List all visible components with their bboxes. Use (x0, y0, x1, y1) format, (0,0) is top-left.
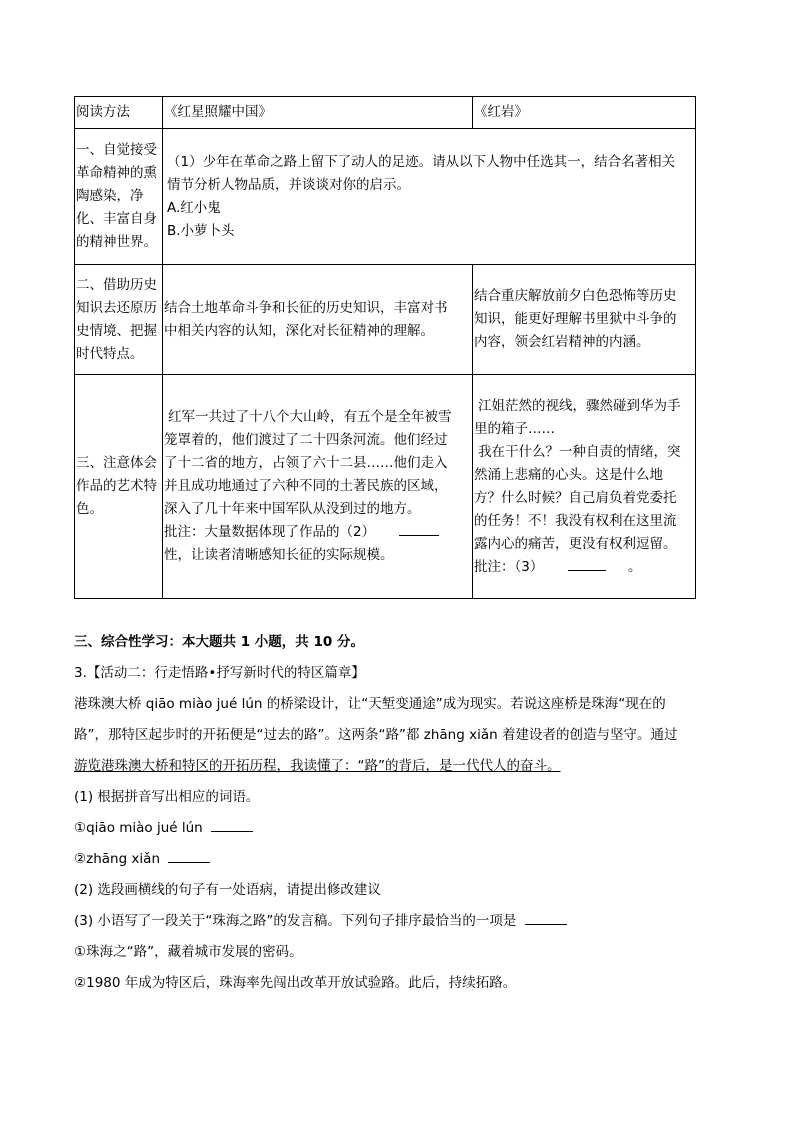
question-1b (74, 844, 724, 875)
question-1-cell (163, 129, 696, 265)
option-b: B.小萝卜头 (167, 222, 235, 239)
question-line: （1）少年在革命之路上留下了动人的足迹。请从以下人物中任选其一，结合名著相关 (167, 153, 676, 170)
text-line: 内容，领会红岩精神的内涵。 (474, 334, 650, 350)
question-2: (2) 选段画横线的句子有一处语病，请提出修改建议 (74, 882, 381, 898)
table-row (75, 265, 696, 375)
answer-blank-1a[interactable] (211, 817, 253, 832)
header-red-rock: 《红岩》 (473, 97, 696, 129)
table-row (75, 375, 696, 599)
method-line: 化、丰富自身 (76, 211, 157, 227)
excerpt-line: 江姐茫然的视线，骤然碰到华为手 (478, 397, 681, 414)
option-a: A.红小鬼 (167, 199, 221, 216)
excerpt-line: 然涌上悲痛的心头。这是什么地 (474, 466, 663, 483)
red-star-cell-2 (163, 265, 473, 375)
underlined-sentence: 游览港珠澳大桥和特区的开拓历程，我读懂了：“路”的背后，是一代代人的奋斗。 (74, 758, 561, 774)
section-heading: 三、综合性学习：本大题共 1 小题，共 10 分。 (74, 634, 364, 650)
excerpt-line: 深入了几十年来中国军队从没到过的地方。 (164, 501, 421, 517)
header-method: 阅读方法 (75, 97, 163, 129)
red-star-cell-3 (163, 375, 473, 599)
annotation-text: 性，让读者清晰感知长征的实际规模。 (164, 547, 394, 563)
method-line: 二、借助历史 (76, 276, 157, 293)
annotation-text: 批注：（3） (474, 558, 544, 575)
method-cell-1 (75, 129, 163, 265)
question-3 (74, 906, 724, 937)
question-1a (74, 813, 724, 844)
reading-methods-table (74, 96, 696, 599)
method-line: 一、自觉接受 (76, 142, 157, 158)
red-rock-cell-2 (473, 265, 696, 375)
method-line: 时代特点。 (76, 345, 144, 362)
question-line: 情节分析人物品质，并谈谈对你的启示。 (167, 176, 410, 193)
table-header-row (75, 97, 696, 129)
method-cell-3 (75, 375, 163, 599)
text-line: 中相关内容的认知，深化对长征精神的理解。 (164, 322, 434, 339)
method-line: 革命精神的熏 (76, 165, 157, 181)
method-line: 史情境、把握 (76, 322, 157, 339)
answer-blank-3-order[interactable] (525, 910, 567, 925)
pinyin-prompt: ②zhāng xiǎn (74, 851, 161, 867)
method-line: 三、注意体会 (76, 455, 157, 471)
header-red-star: 《红星照耀中国》 (163, 97, 473, 129)
excerpt-line: 露内心的痛苦，更没有权利逗留。 (474, 535, 677, 552)
activity-title: 3.【活动二：行走悟路•抒写新时代的特区篇章】 (74, 665, 365, 681)
sentence-option: ①珠海之“路”，藏着城市发展的密码。 (74, 944, 303, 960)
red-rock-cell-3 (473, 375, 696, 599)
section-3 (74, 627, 724, 999)
question-3-text: (3) 小语写了一段关于“珠海之路”的发言稿。下列句子排序最恰当的一项是 (74, 913, 517, 929)
excerpt-line: 里的箱子…… (474, 420, 555, 437)
text-line: 结合重庆解放前夕白色恐怖等历史 (474, 288, 677, 304)
passage-line: 港珠澳大桥 qiāo miào jué lún 的桥梁设计，让“天堑变通途”成为现实。若说这座桥是珠海“现在的 (74, 696, 666, 712)
method-line: 作品的艺术特 (76, 478, 157, 494)
method-line: 色。 (76, 501, 103, 517)
sentence-option: ②1980 年成为特区后，珠海率先闯出改革开放试验路。此后，持续拓路。 (74, 975, 517, 991)
answer-blank-1b[interactable] (168, 848, 210, 863)
method-line: 的精神世界。 (76, 234, 157, 250)
annotation-text: 。 (627, 558, 642, 575)
answer-blank-3[interactable] (568, 556, 606, 571)
excerpt-line: 笼罩着的，他们渡过了二十四条河流。他们经过 (164, 432, 448, 448)
method-line: 陶感染，净 (76, 188, 144, 204)
text-line: 知识，能更好理解书里狱中斗争的 (474, 311, 677, 327)
text-line: 结合土地革命斗争和长征的历史知识，丰富对书 (164, 299, 448, 316)
question-1: (1) 根据拼音写出相应的词语。 (74, 789, 260, 805)
annotation-line (164, 521, 472, 544)
table-row (75, 129, 696, 265)
excerpt-line: 了十二省的地方，占领了六十二县……他们走入 (164, 455, 448, 471)
passage-line: 路”，那特区起步时的开拓便是“过去的路”。这两条“路”都 zhāng xiǎn 着建设者的创造与坚守。通过 (74, 727, 678, 743)
annotation-line (474, 556, 695, 579)
excerpt-line: 红军一共过了十八个大山岭，有五个是全年被雪 (168, 409, 452, 425)
answer-blank-2[interactable] (399, 521, 439, 536)
excerpt-line: 并且成功地通过了六种不同的土著民族的区域， (164, 478, 448, 494)
excerpt-line: 的任务！不！我没有权利在这里流 (474, 512, 677, 529)
method-cell-2 (75, 265, 163, 375)
pinyin-prompt: ①qiāo miào jué lún (74, 820, 203, 836)
excerpt-line: 我在干什么？一种自责的情绪，突 (478, 443, 681, 460)
annotation-text: 批注：大量数据体现了作品的（2） (164, 524, 376, 540)
excerpt-line: 方？什么时候？自己肩负着党委托 (474, 489, 677, 506)
method-line: 知识去还原历 (76, 299, 157, 316)
